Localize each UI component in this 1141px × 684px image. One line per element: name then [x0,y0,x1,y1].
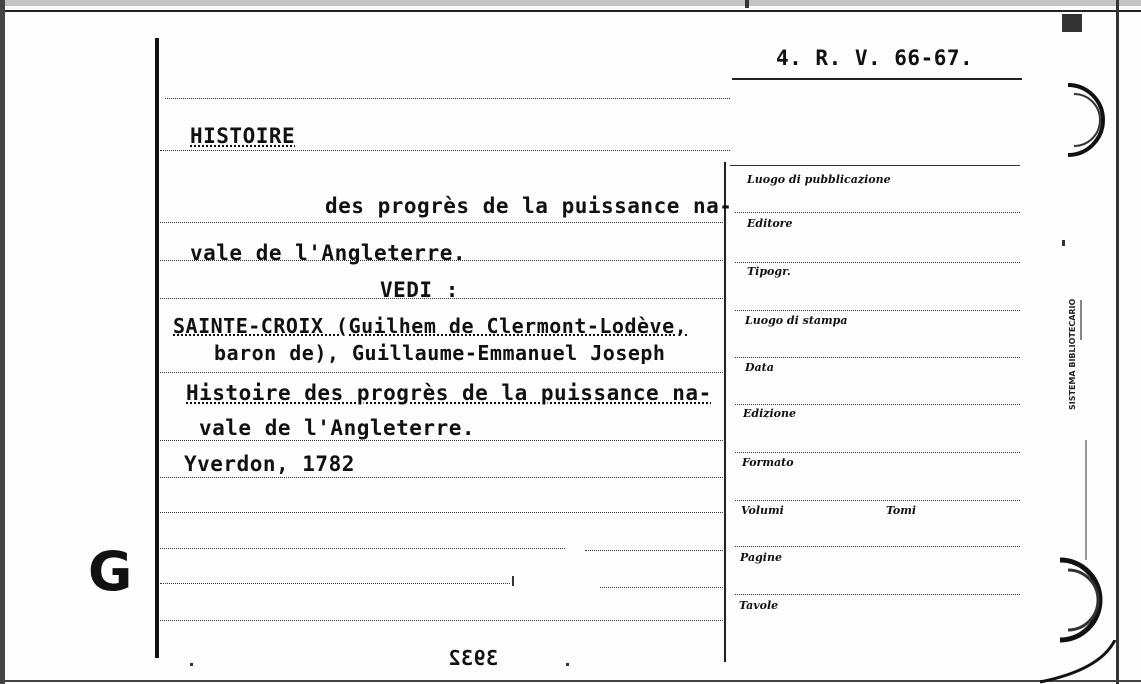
card-number: 3932 [448,646,499,670]
rule-line [160,512,725,513]
scan-mark [190,663,193,666]
title-line-2: vale de l'Angleterre. [190,241,467,265]
rule-line [160,583,510,584]
field-rule [730,165,1020,166]
left-edge [0,0,5,684]
scan-mark [745,0,749,8]
scan-mark [1062,240,1065,246]
scan-mark [1062,14,1082,32]
field-data: Data [745,361,774,374]
scan-mark [1085,440,1087,560]
field-rule [735,546,1020,547]
rule-line [160,372,725,373]
field-editore: Editore [747,217,793,230]
field-formato: Formato [742,456,794,469]
ref-title-line-2: vale de l'Angleterre. [199,416,476,440]
field-rule [735,594,1020,595]
field-edizione: Edizione [743,407,797,420]
library-stamp-icon [1050,555,1110,645]
field-rule [735,452,1020,453]
stamp-text: SISTEMA BIBLIOTECARIO [1068,298,1077,410]
section-letter: G [88,540,133,603]
scan-mark [566,663,569,666]
rule-line [165,98,730,99]
vedi-label: VEDI : [380,278,459,302]
author-line-1: SAINTE-CROIX (Guilhem de Clermont-Lodève, [173,314,688,338]
title-line-1: des progrès de la puissance na- [325,194,733,218]
rule-line [160,477,725,478]
field-luogo-stampa: Luogo di stampa [745,314,848,327]
field-tavole: Tavole [739,599,779,612]
field-luogo-pubblicazione: Luogo di pubblicazione [747,173,891,186]
rule-line [160,222,725,223]
field-tipogr: Tipogr. [747,265,791,278]
rule-line [160,548,565,549]
ref-title-line-1: Histoire des progrès de la puissance na- [186,381,712,405]
field-rule [735,212,1020,213]
field-rule [735,310,1020,311]
rule-line [585,550,725,551]
heading: HISTOIRE [190,124,296,148]
left-margin-rule [155,38,159,658]
shelfmark: 4. R. V. 66-67. [776,46,974,70]
top-edge [0,10,1141,12]
shelfmark-underline [732,78,1022,80]
rule-line [160,150,730,151]
author-line-2: baron de), Guillaume-Emmanuel Joseph [214,341,666,365]
scan-mark [1080,300,1082,340]
field-rule [735,404,1020,405]
right-edge [1116,0,1119,684]
rule-line [600,587,725,588]
field-rule [735,357,1020,358]
field-rule [735,262,1020,263]
top-edge-shadow [0,0,1141,6]
imprint: Yverdon, 1782 [184,452,355,476]
field-volumi: Volumi [741,504,784,517]
library-stamp-icon [1060,80,1110,160]
rule-line [160,440,725,441]
bottom-edge [0,680,1141,682]
rule-line [160,620,725,621]
corner-curl [1030,640,1120,684]
field-pagine: Pagine [740,551,782,564]
field-rule [735,500,1020,501]
field-tomi: Tomi [886,504,917,517]
scan-mark [512,576,514,586]
